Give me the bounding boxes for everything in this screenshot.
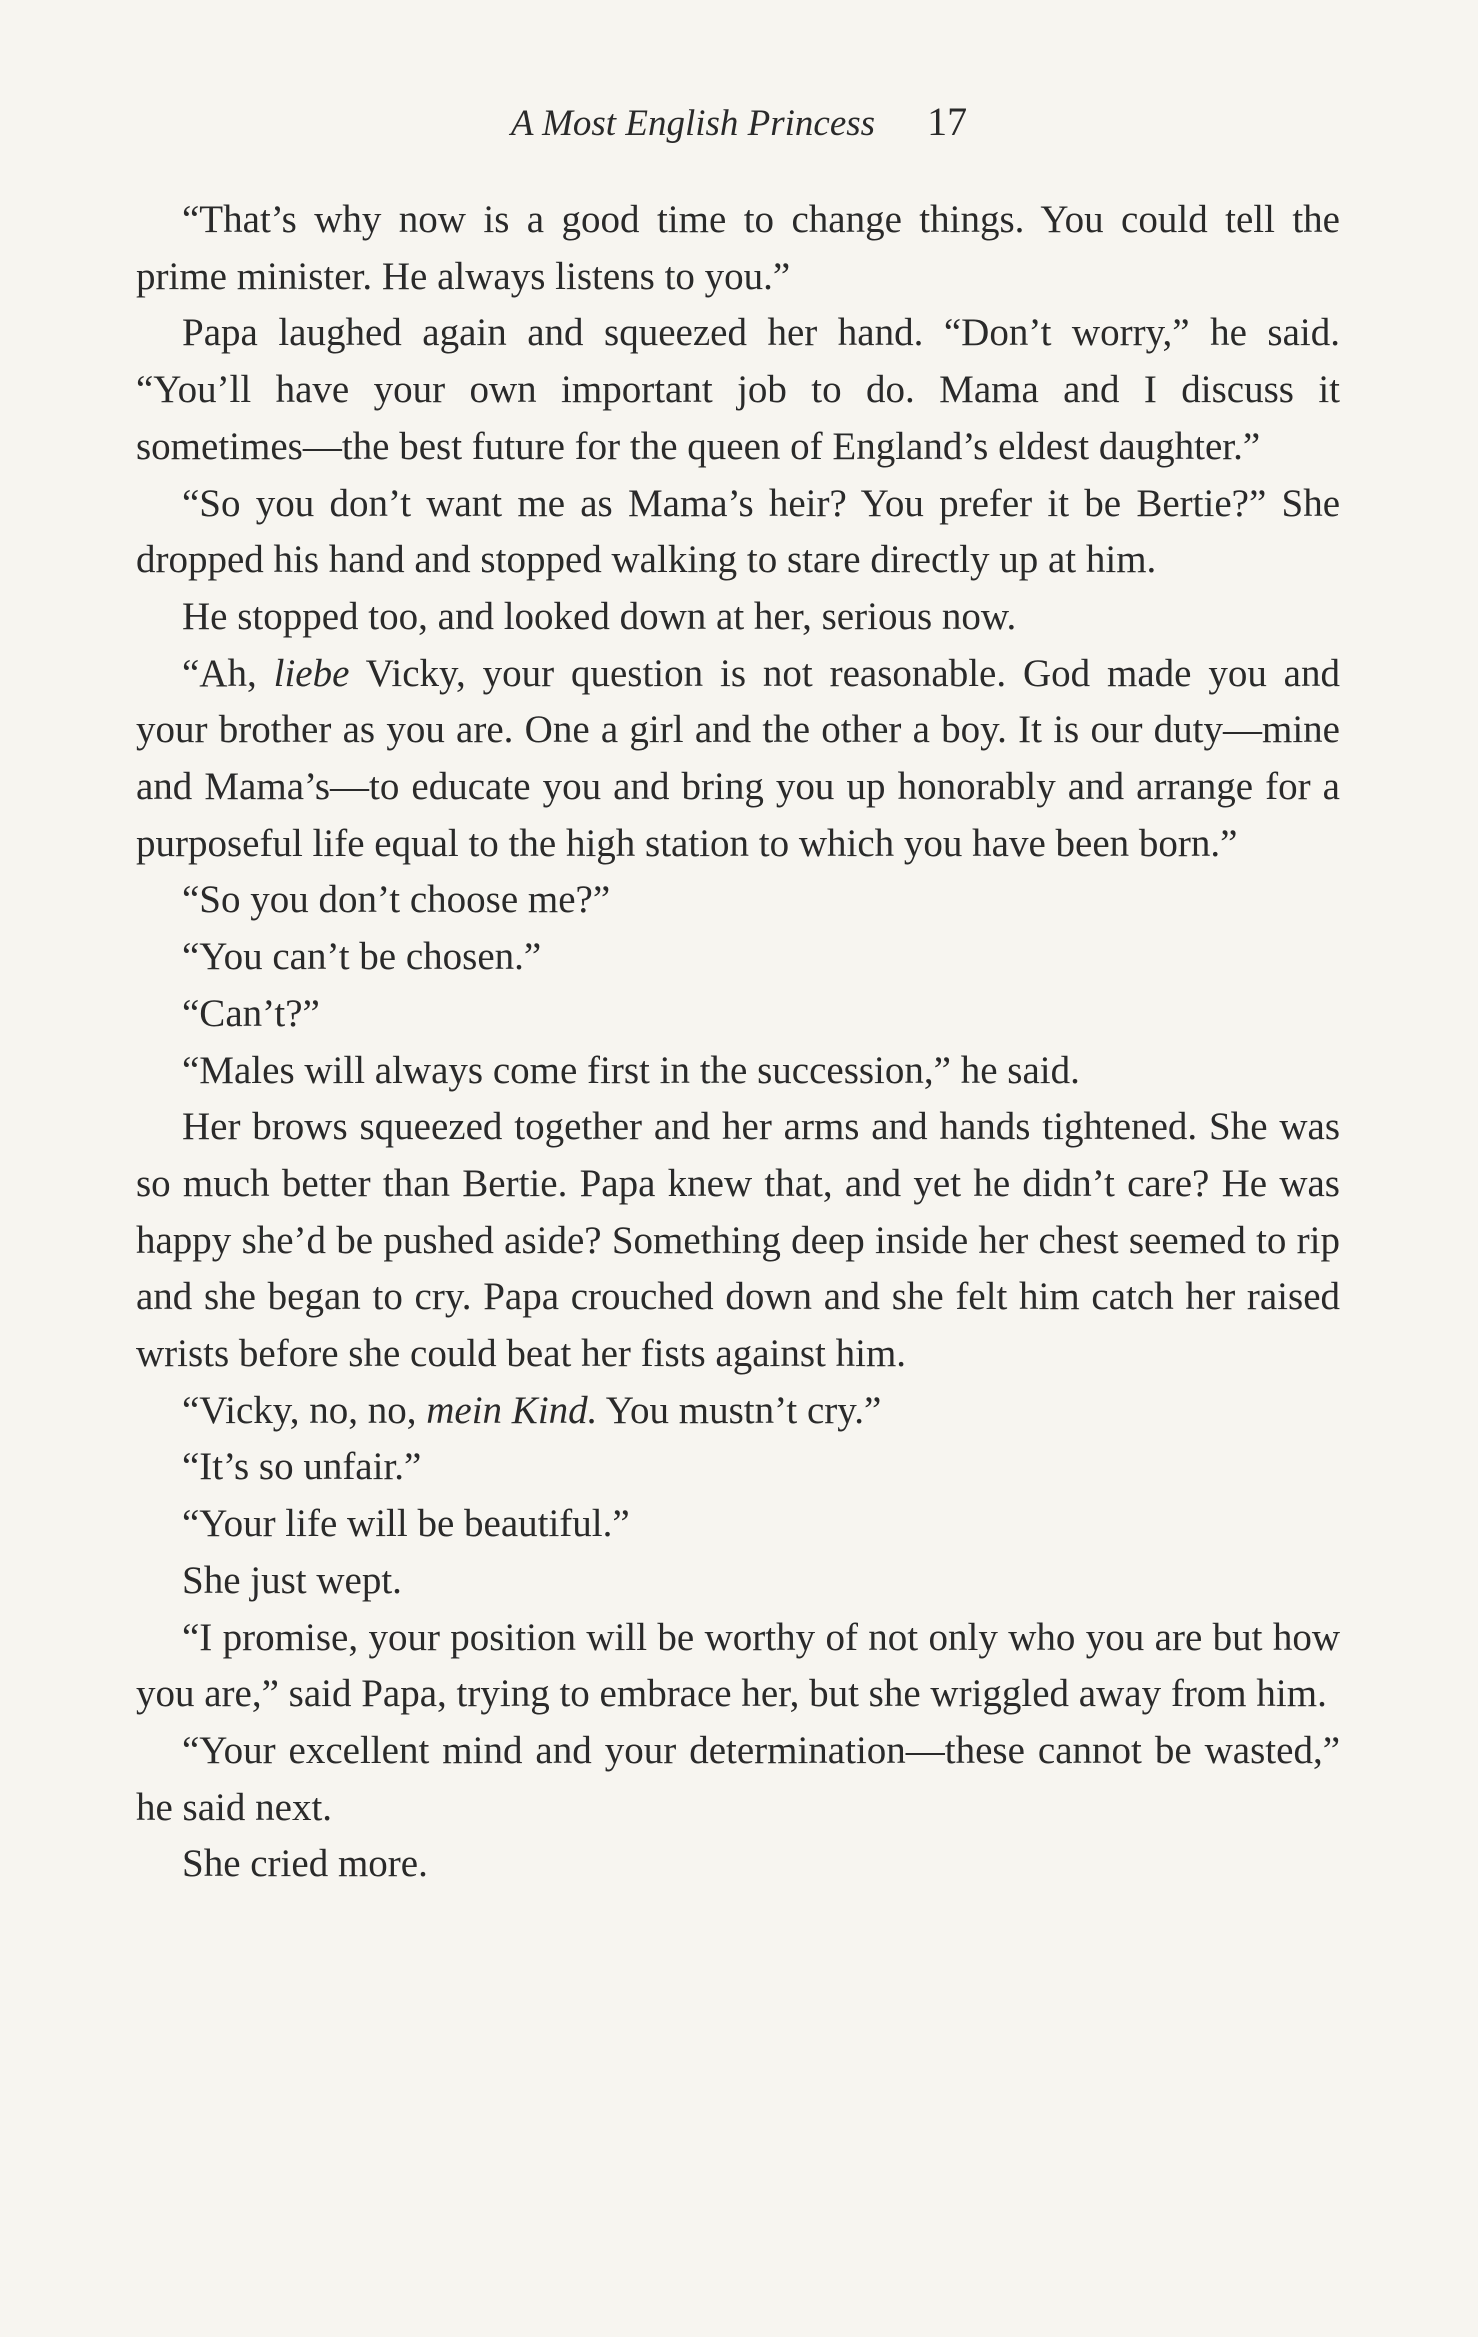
body-text [136, 192, 1340, 1893]
italic-word: liebe [273, 651, 350, 695]
paragraph: “Males will always come first in the succession,” he said. [182, 1048, 1080, 1092]
paragraph: “Your life will be beautiful.” [182, 1502, 630, 1546]
text-span: “Vicky, no, no, [182, 1388, 427, 1432]
paragraph: She just wept. [182, 1558, 402, 1602]
paragraph: “That’s why now is a good time to change things. You could tell the prime minister. He always listens to you.” [136, 198, 1340, 298]
page-number: 17 [927, 99, 968, 144]
paragraph [136, 1383, 1340, 1440]
book-title: A Most English Princess [510, 103, 876, 144]
paragraph: “So you don’t choose me?” [182, 878, 611, 922]
running-header [0, 92, 1478, 154]
text-span: “Ah, [182, 651, 274, 695]
paragraph: He stopped too, and looked down at her, serious now. [182, 594, 1017, 638]
paragraph: “Your excellent mind and your determination—these cannot be wasted,” he said next. [136, 1728, 1340, 1829]
paragraph: She cried more. [182, 1842, 428, 1886]
text-span: Vicky, your question is not reasonable. God made you and your brother as you are. One a girl and the other a boy. It is our duty—mine and Mama’s—to educate you and bring you up honorably and arrange for a purposeful life equal to the high station to which you have been born.” [136, 651, 1340, 865]
paragraph: Papa laughed again and squeezed her hand. “Don’t worry,” he said. “You’ll have your own important job to do. Mama and I discuss it sometimes—the best future for the queen of England’s eldest daughter.” [136, 311, 1340, 468]
paragraph: “Can’t?” [182, 991, 320, 1035]
paragraph: Her brows squeezed together and her arms and hands tightened. She was so much better than Bertie. Papa knew that, and yet he didn’t care? He was happy she’d be pushed aside? Something deep inside her chest seemed to rip and she began to cry. Papa crouched down and she felt him catch her raised wrists before she could beat her fists against him. [136, 1105, 1340, 1376]
text-span: You mustn’t cry.” [597, 1388, 882, 1432]
italic-word: mein Kind. [426, 1388, 598, 1432]
paragraph: “You can’t be chosen.” [182, 935, 542, 979]
paragraph: “So you don’t want me as Mama’s heir? You prefer it be Bertie?” She dropped his hand and stopped walking to stare directly up at him. [136, 481, 1340, 582]
paragraph: “I promise, your position will be worthy of not only who you are but how you are,” said Papa, trying to embrace her, but she wriggled away from him. [136, 1615, 1340, 1716]
paragraph [136, 646, 1340, 873]
paragraph: “It’s so unfair.” [182, 1445, 422, 1489]
